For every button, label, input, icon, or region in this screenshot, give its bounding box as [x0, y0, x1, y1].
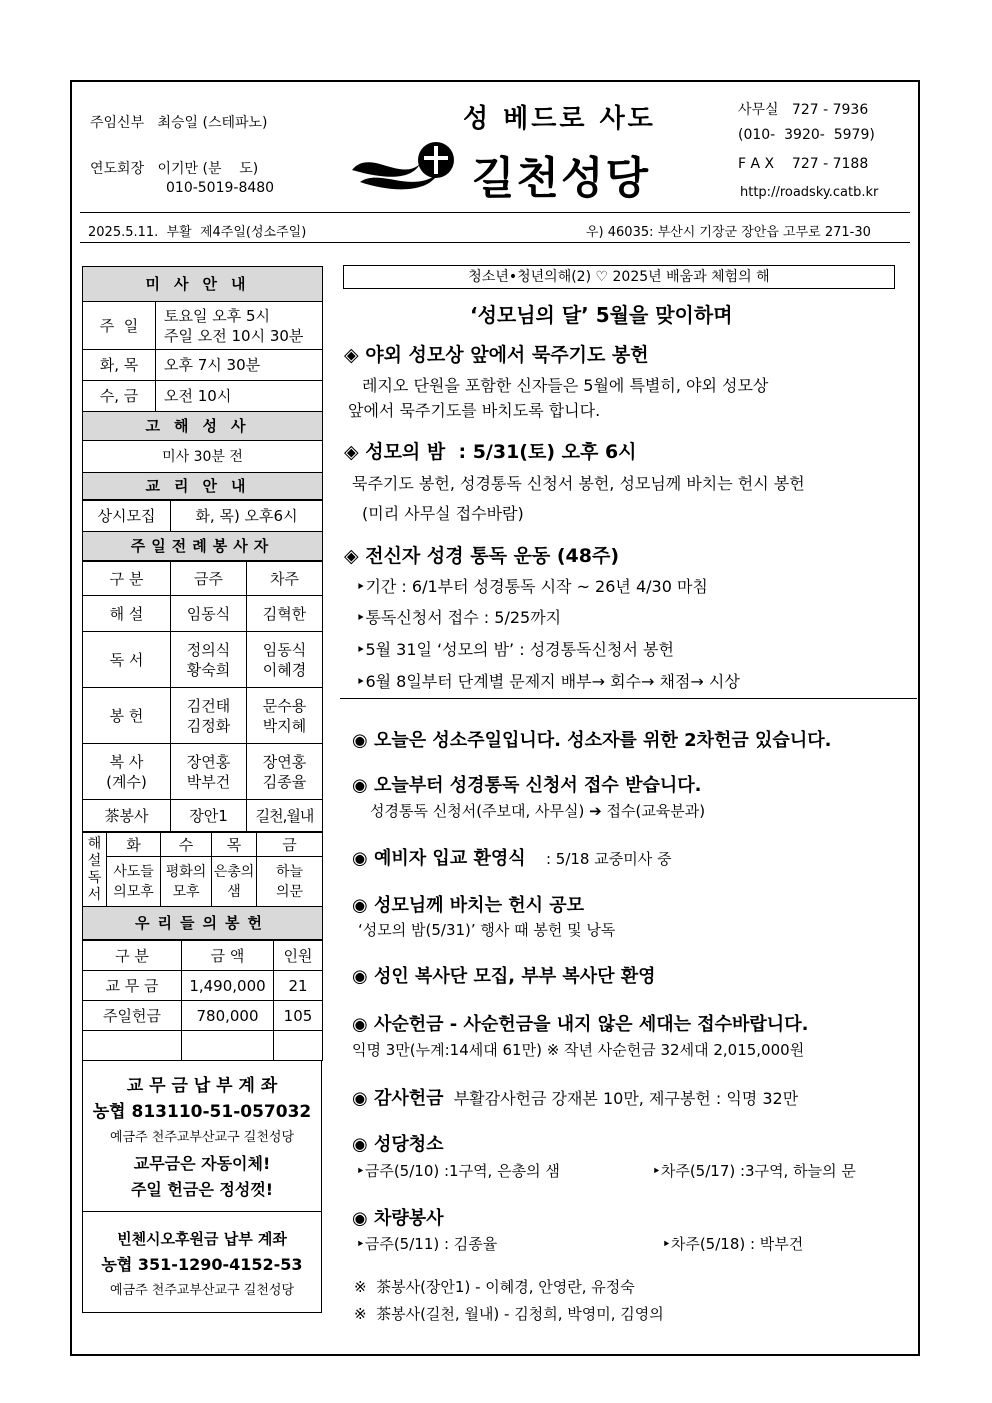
notice-catechumen: [352, 844, 671, 870]
offering-table: [82, 940, 323, 1061]
acct1-holder: 예금주 천주교부산교구 길천성당: [109, 1130, 295, 1145]
reading-group: [257, 857, 323, 907]
notice-thanks-title: ◉ 감사헌금: [352, 1088, 444, 1109]
council-line: [90, 158, 258, 178]
table-row: 주일헌금: [83, 1001, 182, 1031]
reading-label: 해설독서: [83, 833, 107, 907]
office-phone: 사무실 727 - 7936: [738, 102, 869, 118]
reading-group-line: 하늘: [275, 863, 304, 880]
mass-table: [82, 266, 323, 500]
reading-group: [161, 857, 212, 907]
headline: ‘성모님의 달’ 5월을 맞이하며: [470, 303, 733, 327]
website-link[interactable]: http://roadsky.catb.kr: [740, 185, 879, 200]
notice-poem-sub: ‘성모의 밤(5/31)’ 행사 때 봉헌 및 낭독: [358, 921, 616, 939]
server-name: 정의식: [186, 640, 231, 659]
reading-group-line: 의문: [275, 883, 304, 900]
list-item: ‣통독신청서 접수 : 5/25까지: [356, 608, 562, 627]
catechism-time: 화, 목) 오후6시: [171, 501, 323, 532]
table-row: 봉 헌: [83, 688, 171, 744]
offering-title: 우리들의봉헌: [83, 907, 323, 940]
server-name: 문수용: [262, 696, 307, 715]
table-row: 해 설: [83, 596, 171, 632]
server-name: 김건태: [186, 696, 231, 715]
table-row: 복 사 (계수): [83, 744, 171, 800]
server-this: [171, 632, 247, 688]
reading-day: 수: [161, 833, 212, 857]
reading-day: 금: [257, 833, 323, 857]
council-name: 이기만 (분 도): [157, 161, 259, 177]
server-name: 박부건: [186, 772, 231, 791]
acct1-note2: 주일 헌금은 정성껏!: [130, 1180, 274, 1199]
header-divider-bottom: [80, 242, 910, 243]
server-this: 임동식: [171, 596, 247, 632]
section1-title: ◈ 야외 성모상 앞에서 묵주기도 봉헌: [344, 344, 649, 366]
server-this: [171, 744, 247, 800]
reading-day: 목: [212, 833, 257, 857]
server-next: 길천,월내: [247, 800, 323, 832]
table-row: 교 무 금: [83, 971, 182, 1001]
table-row: 茶봉사: [83, 800, 171, 832]
servers-head-next: 차주: [247, 562, 323, 596]
mass-time-sun: 주일 오전 10시 30분: [164, 326, 304, 345]
reading-group-line: 평화의: [165, 863, 207, 880]
section2-title: ◈ 성모의 밤 : 5/31(토) 오후 6시: [344, 441, 637, 463]
confession-title: 고해성사: [83, 412, 323, 441]
server-next: [247, 744, 323, 800]
servers-head-role: 구 분: [83, 562, 171, 596]
mass-time-wedfri: 오전 10시: [156, 381, 323, 412]
server-name: 김종율: [262, 772, 307, 791]
table-row: 독 서: [83, 632, 171, 688]
acct2-bank: 농협 351-1290-4152-53: [101, 1255, 303, 1274]
notice-driving: ◉ 차량봉사: [352, 1208, 444, 1229]
mass-time-tuethu: 오후 7시 30분: [156, 350, 323, 381]
reading-table: [82, 832, 323, 940]
right-divider: [340, 698, 917, 699]
offering-count: 21: [274, 971, 323, 1001]
catechism-title: 교리안내: [83, 473, 323, 500]
left-panel: [82, 266, 322, 1313]
mass-day-tuethu: 화, 목: [83, 350, 156, 381]
section1-line2: 앞에서 묵주기도를 바치도록 합니다.: [348, 401, 601, 420]
reading-group-line: 은총의: [213, 863, 255, 880]
cleaning-next-week: ‣차주(5/17) :3구역, 하늘의 문: [652, 1162, 856, 1180]
notice-vocation-sunday: ◉ 오늘은 성소주일입니다. 성소자를 위한 2차헌금 있습니다.: [352, 730, 832, 751]
reading-day: 화: [107, 833, 161, 857]
header-divider-top: [80, 212, 910, 213]
parish-logo-icon: [350, 138, 470, 198]
acct2-holder: 예금주 천주교부산교구 길천성당: [109, 1283, 295, 1298]
offering-amount: 1,490,000: [182, 971, 274, 1001]
server-this: [171, 688, 247, 744]
notice-cleaning: ◉ 성당청소: [352, 1134, 444, 1155]
tea-service-2: ※ 茶봉사(길천, 월내) - 김청희, 박영미, 김영의: [354, 1305, 664, 1323]
driving-this-week: ‣금주(5/11) : 김종율: [356, 1235, 498, 1253]
fax-number: F A X 727 - 7188: [738, 156, 869, 172]
account-box-2: [82, 1211, 322, 1313]
server-name: 임동식: [262, 640, 307, 659]
notice-thanks: [352, 1084, 798, 1110]
offering-amount: 780,000: [182, 1001, 274, 1031]
bulletin-date: 2025.5.11. 부활 제4주일(성소주일): [88, 225, 307, 240]
parish-address: 우) 46035: 부산시 기장군 장안읍 고무로 271-30: [586, 225, 871, 240]
server-name: 황숙희: [186, 660, 231, 679]
mass-title: 미사안내: [83, 267, 323, 302]
offering-head-count: 인원: [274, 941, 323, 971]
reading-group-line: 의모후: [113, 883, 154, 900]
mass-time-sat: 토요일 오후 5시: [164, 306, 271, 325]
section2-line1: 묵주기도 봉헌, 성경통독 신청서 봉헌, 성모님께 바치는 헌시 봉헌: [352, 474, 805, 493]
catechism-table: [82, 500, 323, 561]
section3-title: ◈ 전신자 성경 통독 운동 (48주): [344, 545, 620, 567]
list-item: ‣기간 : 6/1부터 성경통독 시작 ~ 26년 4/30 마침: [356, 577, 708, 596]
mobile-phone: (010- 3920- 5979): [738, 127, 875, 143]
notice-catechumen-sub: : 5/18 교중미사 중: [545, 850, 672, 868]
offering-head-kind: 구 분: [83, 941, 182, 971]
acct1-title: 교 무 금 납 부 계 좌: [126, 1076, 278, 1096]
empty-cell: [83, 1031, 182, 1061]
server-this: 장안1: [171, 800, 247, 832]
server-name: 이혜경: [262, 660, 307, 679]
council-label: 연도회장: [90, 161, 145, 177]
offering-head-amount: 금 액: [182, 941, 274, 971]
list-item: ‣6월 8일부터 단계별 문제지 배부→ 회수→ 채점→ 시상: [356, 672, 740, 691]
driving-next-week: ‣차주(5/18) : 박부건: [662, 1235, 804, 1253]
empty-cell: [274, 1031, 323, 1061]
notice-poem: ◉ 성모님께 바치는 헌시 공모: [352, 895, 585, 916]
parish-top-title: 성 베드로 사도: [463, 104, 656, 134]
servers-head-this: 금주: [171, 562, 247, 596]
server-name: 박지혜: [262, 716, 307, 735]
tea-service-1: ※ 茶봉사(장안1) - 이혜경, 안영란, 유정숙: [354, 1278, 635, 1296]
notice-altar-servers: ◉ 성인 복사단 모집, 부부 복사단 환영: [352, 966, 656, 987]
servers-title: 주일전례봉사자: [83, 532, 323, 561]
server-next: [247, 688, 323, 744]
servers-table: [82, 561, 323, 832]
reading-group-line: 샘: [227, 883, 241, 900]
council-phone: 010-5019-8480: [166, 180, 275, 196]
server-next: [247, 632, 323, 688]
acct2-title: 빈첸시오후원금 납부 계좌: [117, 1230, 287, 1248]
section2-line2: (미리 사무실 접수바람): [362, 504, 524, 523]
year-banner: 청소년•청년의해(2) ♡ 2025년 배움과 체험의 해: [343, 265, 895, 289]
acct1-note1: 교무금은 자동이체!: [133, 1154, 271, 1173]
mass-day-sunday: 주 일: [83, 302, 156, 350]
catechism-label: 상시모집: [83, 501, 171, 532]
notice-lent-offering-sub: 익명 3만(누계:14세대 61만) ※ 작년 사순헌금 32세대 2,015,000원: [352, 1041, 805, 1059]
notice-bible-reading: ◉ 오늘부터 성경통독 신청서 접수 받습니다.: [352, 775, 702, 796]
acct1-bank: 농협 813110-51-057032: [92, 1102, 312, 1122]
reading-group-line: 사도들: [113, 863, 154, 880]
offering-count: 105: [274, 1001, 323, 1031]
list-item: ‣5월 31일 ‘성모의 밤’ : 성경통독신청서 봉헌: [356, 640, 674, 659]
empty-cell: [182, 1031, 274, 1061]
cleaning-this-week: ‣금주(5/10) :1구역, 은총의 샘: [356, 1162, 560, 1180]
reading-group-line: 모후: [172, 883, 200, 900]
mass-time-sunday: [156, 302, 323, 350]
notice-thanks-sub: 부활감사헌금 강재본 10만, 제구봉헌 : 익명 32만: [453, 1089, 799, 1108]
server-name: 장연홍: [262, 752, 307, 771]
server-name: 장연홍: [186, 752, 231, 771]
notice-catechumen-title: ◉ 예비자 입교 환영식: [352, 848, 526, 869]
account-box: [82, 1061, 322, 1211]
parish-name: 길천성당: [472, 153, 651, 204]
pastor-label: 주임신부: [90, 115, 145, 131]
reading-group: [107, 857, 161, 907]
confession-time: 미사 30분 전: [83, 441, 323, 473]
server-next: 김혁한: [247, 596, 323, 632]
pastor-line: [90, 112, 268, 132]
mass-day-wedfri: 수, 금: [83, 381, 156, 412]
pastor-name: 최승일 (스테파노): [157, 115, 268, 131]
notice-lent-offering: ◉ 사순헌금 - 사순헌금을 내지 않은 세대는 접수바랍니다.: [352, 1014, 809, 1035]
server-name: 김정화: [186, 716, 231, 735]
reading-group: [212, 857, 257, 907]
section1-line1: 레지오 단원을 포함한 신자들은 5월에 특별히, 야외 성모상: [362, 376, 769, 395]
notice-bible-reading-sub: 성경통독 신청서(주보대, 사무실) ➔ 접수(교육분과): [370, 802, 706, 820]
